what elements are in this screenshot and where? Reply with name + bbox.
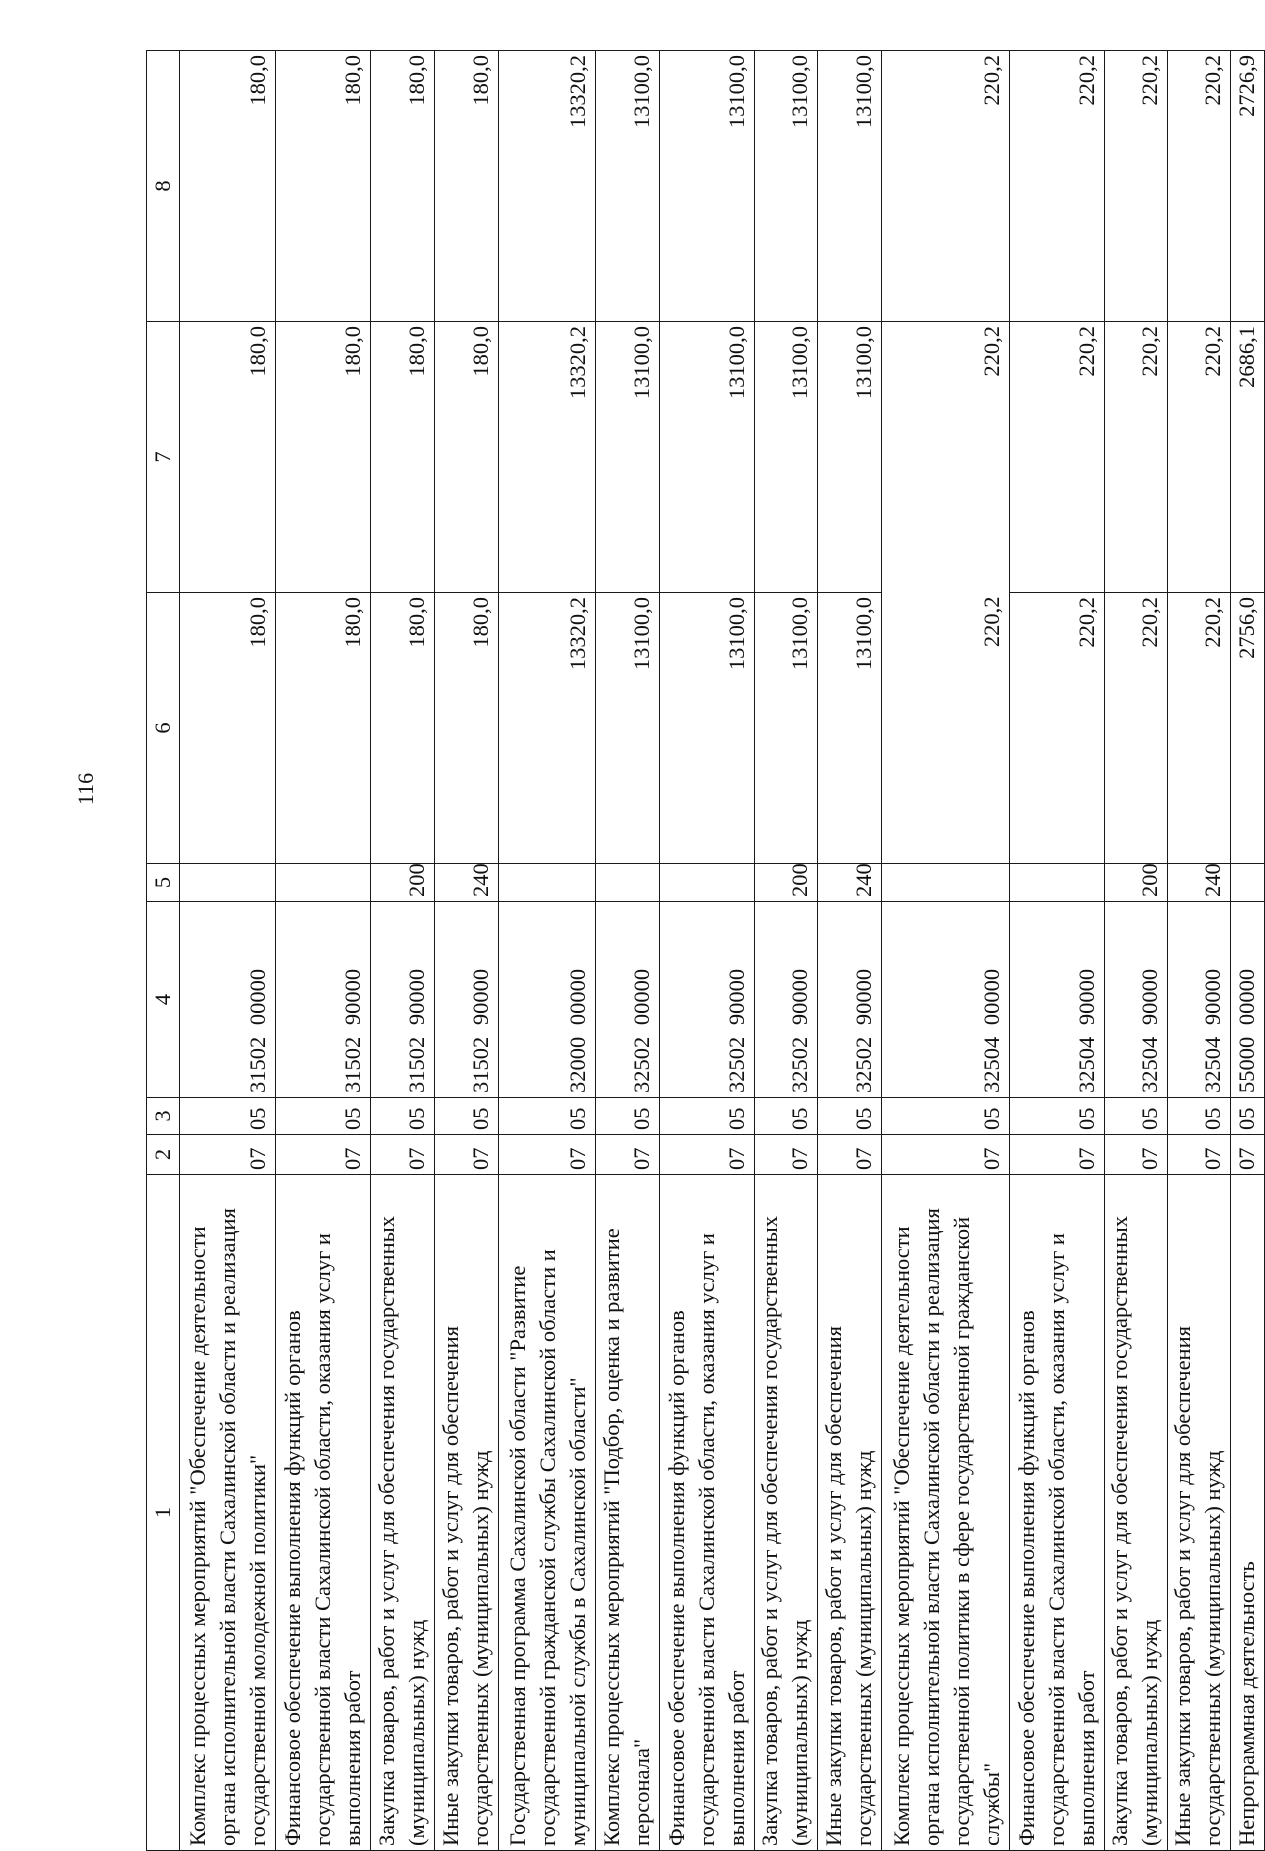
row-name-cell: Иные закупки товаров, работ и услуг для обеспечения государственных (муниципальных) нужд — [1168, 1175, 1231, 1851]
table-row — [1105, 51, 1168, 1851]
expense-type-cell — [1010, 864, 1105, 902]
amount-cell-col8: 180,0 — [180, 51, 276, 322]
amount-cell-col6: 2756,0 — [1231, 593, 1265, 864]
target-article-cell: 32504 00000 — [882, 902, 1010, 1098]
subsection-code-cell: 05 — [276, 1098, 371, 1135]
row-name-cell: Комплекс процессных мероприятий "Обеспечение деятельности органа исполнительной власти Сахалинской области и реализация государственной молодежной политики" — [180, 1175, 276, 1851]
amount-cell-col7: 220,2 — [1010, 322, 1105, 593]
subsection-code-cell: 05 — [882, 1098, 1010, 1135]
row-name-cell: Финансовое обеспечение выполнения функций органов государственной власти Сахалинской области, оказания услуг и выполнения работ — [1010, 1175, 1105, 1851]
target-article-cell: 32504 90000 — [1168, 902, 1231, 1098]
amount-cell-col7: 180,0 — [435, 322, 499, 593]
amount-cell-col7: 13100,0 — [818, 322, 882, 593]
amount-cell-col8: 180,0 — [371, 51, 435, 322]
row-name-cell: Закупка товаров, работ и услуг для обеспечения государственных (муниципальных) нужд — [371, 1175, 435, 1851]
subsection-code-cell: 05 — [1010, 1098, 1105, 1135]
table-row — [818, 51, 882, 1851]
subsection-code-cell: 05 — [371, 1098, 435, 1135]
row-name-cell: Комплекс процессных мероприятий "Обеспечение деятельности органа исполнительной власти Сахалинской области и реализация государственной политики в сфере государственной гражданской службы" — [882, 1175, 1010, 1851]
row-name-cell: Иные закупки товаров, работ и услуг для обеспечения государственных (муниципальных) нужд — [818, 1175, 882, 1851]
header-cell: 2 — [147, 1135, 180, 1175]
amount-cell-col7: 2686,1 — [1231, 322, 1265, 593]
expense-type-cell — [660, 864, 755, 902]
section-code-cell: 07 — [371, 1135, 435, 1175]
amount-cell-col8: 13100,0 — [755, 51, 818, 322]
table-row — [1231, 51, 1265, 1851]
amount-cell-col7: 220,2 — [1105, 322, 1168, 593]
row-name-cell: Государственная программа Сахалинской области "Развитие государственной гражданской службы Сахалинской области и муниципальной службы в Сахалинской области" — [499, 1175, 596, 1851]
header-cell: 4 — [147, 902, 180, 1098]
section-code-cell: 07 — [499, 1135, 596, 1175]
section-code-cell: 07 — [1105, 1135, 1168, 1175]
section-code-cell: 07 — [276, 1135, 371, 1175]
table-row — [1010, 51, 1105, 1851]
expense-type-cell: 240 — [818, 864, 882, 902]
section-code-cell: 07 — [882, 1135, 1010, 1175]
table-row — [371, 51, 435, 1851]
target-article-cell: 32504 90000 — [1105, 902, 1168, 1098]
amount-cell-col6: 180,0 — [276, 593, 371, 864]
amount-cell-col7: 180,0 — [180, 322, 276, 593]
expense-type-cell: 200 — [371, 864, 435, 902]
amount-cell-col6: 220,2 — [1105, 593, 1168, 864]
target-article-cell: 31502 90000 — [371, 902, 435, 1098]
subsection-code-cell: 05 — [1231, 1098, 1265, 1135]
row-name-cell: Непрограммная деятельность — [1231, 1175, 1265, 1851]
section-code-cell: 07 — [755, 1135, 818, 1175]
table-row — [596, 51, 660, 1851]
subsection-code-cell: 05 — [1168, 1098, 1231, 1135]
amount-cell-col6: 180,0 — [371, 593, 435, 864]
table-row — [1168, 51, 1231, 1851]
subsection-code-cell: 05 — [660, 1098, 755, 1135]
section-code-cell: 07 — [1010, 1135, 1105, 1175]
expense-type-cell — [1231, 864, 1265, 902]
target-article-cell: 31502 00000 — [180, 902, 276, 1098]
section-code-cell: 07 — [1231, 1135, 1265, 1175]
target-article-cell: 32504 90000 — [1010, 902, 1105, 1098]
amount-cell-col7: 220,2 — [882, 322, 1010, 593]
amount-cell-col8: 13100,0 — [818, 51, 882, 322]
target-article-cell: 32502 00000 — [596, 902, 660, 1098]
table-body — [180, 51, 1265, 1851]
target-article-cell: 31502 90000 — [435, 902, 499, 1098]
row-name-cell: Закупка товаров, работ и услуг для обеспечения государственных (муниципальных) нужд — [755, 1175, 818, 1851]
amount-cell-col8: 220,2 — [1168, 51, 1231, 322]
amount-cell-col6: 220,2 — [882, 593, 1010, 864]
target-article-cell: 31502 90000 — [276, 902, 371, 1098]
amount-cell-col6: 13320,2 — [499, 593, 596, 864]
subsection-code-cell: 05 — [755, 1098, 818, 1135]
section-code-cell: 07 — [596, 1135, 660, 1175]
amount-cell-col8: 13100,0 — [660, 51, 755, 322]
subsection-code-cell: 05 — [435, 1098, 499, 1135]
header-cell: 5 — [147, 864, 180, 902]
amount-cell-col6: 13100,0 — [755, 593, 818, 864]
section-code-cell: 07 — [435, 1135, 499, 1175]
amount-cell-col6: 13100,0 — [596, 593, 660, 864]
amount-cell-col7: 13320,2 — [499, 322, 596, 593]
budget-table-container — [146, 51, 1259, 1851]
amount-cell-col6: 13100,0 — [660, 593, 755, 864]
row-name-cell: Иные закупки товаров, работ и услуг для обеспечения государственных (муниципальных) нужд — [435, 1175, 499, 1851]
target-article-cell: 32000 00000 — [499, 902, 596, 1098]
amount-cell-col8: 180,0 — [276, 51, 371, 322]
expense-type-cell — [499, 864, 596, 902]
amount-cell-col7: 13100,0 — [755, 322, 818, 593]
section-code-cell: 07 — [818, 1135, 882, 1175]
amount-cell-col7: 180,0 — [276, 322, 371, 593]
subsection-code-cell: 05 — [1105, 1098, 1168, 1135]
subsection-code-cell: 05 — [818, 1098, 882, 1135]
amount-cell-col7: 220,2 — [1168, 322, 1231, 593]
budget-table — [146, 50, 1265, 1851]
section-code-cell: 07 — [180, 1135, 276, 1175]
subsection-code-cell: 05 — [596, 1098, 660, 1135]
expense-type-cell: 200 — [1105, 864, 1168, 902]
target-article-cell: 32502 90000 — [755, 902, 818, 1098]
row-name-cell: Комплекс процессных мероприятий "Подбор, оценка и развитие персонала" — [596, 1175, 660, 1851]
expense-type-cell — [596, 864, 660, 902]
expense-type-cell: 200 — [755, 864, 818, 902]
expense-type-cell — [882, 864, 1010, 902]
section-code-cell: 07 — [660, 1135, 755, 1175]
row-name-cell: Финансовое обеспечение выполнения функций органов государственной власти Сахалинской области, оказания услуг и выполнения работ — [660, 1175, 755, 1851]
header-cell: 6 — [147, 593, 180, 864]
amount-cell-col8: 220,2 — [882, 51, 1010, 322]
amount-cell-col8: 220,2 — [1105, 51, 1168, 322]
amount-cell-col7: 13100,0 — [660, 322, 755, 593]
amount-cell-col7: 13100,0 — [596, 322, 660, 593]
page-number: 116 — [73, 772, 98, 806]
table-row — [499, 51, 596, 1851]
row-name-cell: Финансовое обеспечение выполнения функций органов государственной власти Сахалинской области, оказания услуг и выполнения работ — [276, 1175, 371, 1851]
amount-cell-col6: 13100,0 — [818, 593, 882, 864]
table-row — [755, 51, 818, 1851]
amount-cell-col6: 220,2 — [1168, 593, 1231, 864]
expense-type-cell — [276, 864, 371, 902]
subsection-code-cell: 05 — [180, 1098, 276, 1135]
amount-cell-col7: 180,0 — [371, 322, 435, 593]
table-row — [180, 51, 276, 1851]
header-cell: 8 — [147, 51, 180, 322]
amount-cell-col6: 180,0 — [180, 593, 276, 864]
row-name-cell: Закупка товаров, работ и услуг для обеспечения государственных (муниципальных) нужд — [1105, 1175, 1168, 1851]
amount-cell-col8: 180,0 — [435, 51, 499, 322]
target-article-cell: 32502 90000 — [660, 902, 755, 1098]
section-code-cell: 07 — [1168, 1135, 1231, 1175]
expense-type-cell: 240 — [435, 864, 499, 902]
expense-type-cell — [180, 864, 276, 902]
header-cell: 1 — [147, 1175, 180, 1851]
amount-cell-col8: 220,2 — [1010, 51, 1105, 322]
header-cell: 3 — [147, 1098, 180, 1135]
header-cell: 7 — [147, 322, 180, 593]
target-article-cell: 32502 90000 — [818, 902, 882, 1098]
table-row — [882, 51, 1010, 1851]
subsection-code-cell: 05 — [499, 1098, 596, 1135]
amount-cell-col8: 13320,2 — [499, 51, 596, 322]
amount-cell-col6: 180,0 — [435, 593, 499, 864]
table-row — [276, 51, 371, 1851]
target-article-cell: 55000 00000 — [1231, 902, 1265, 1098]
amount-cell-col8: 13100,0 — [596, 51, 660, 322]
table-row — [435, 51, 499, 1851]
table-row — [660, 51, 755, 1851]
expense-type-cell: 240 — [1168, 864, 1231, 902]
amount-cell-col8: 2726,9 — [1231, 51, 1265, 322]
header-row — [147, 51, 180, 1851]
amount-cell-col6: 220,2 — [1010, 593, 1105, 864]
